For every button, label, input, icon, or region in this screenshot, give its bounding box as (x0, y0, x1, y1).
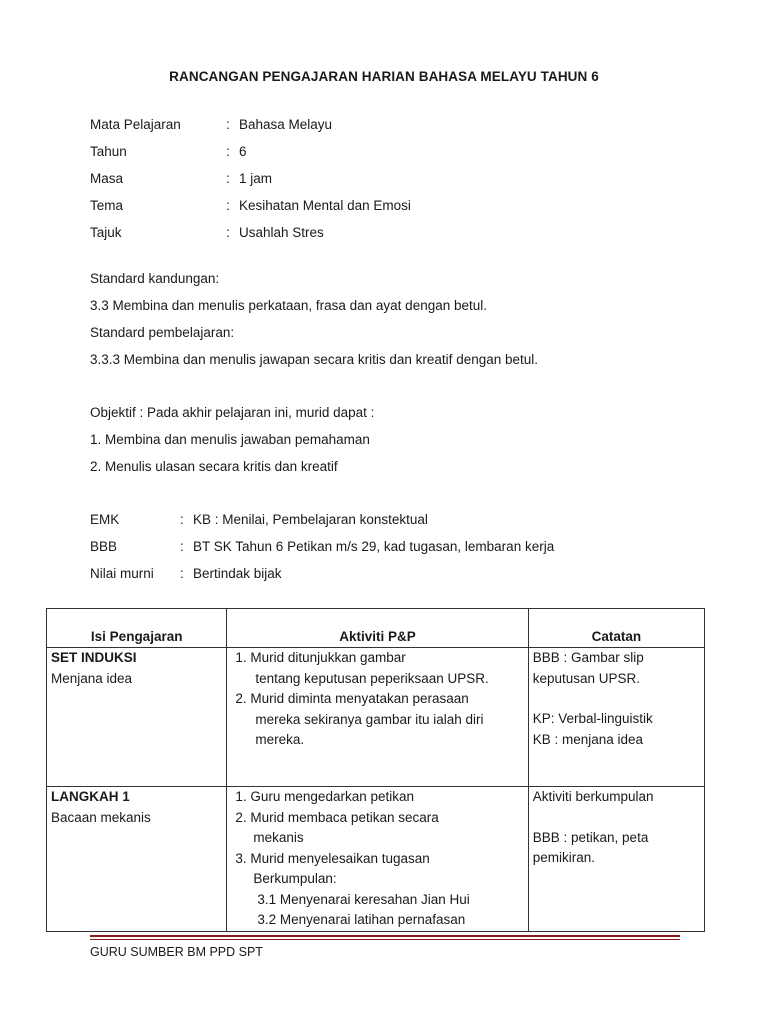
extra-value: KB : Menilai, Pembelajaran konstektual (193, 512, 428, 527)
catatan-gap (533, 808, 700, 828)
catatan-line: Aktiviti berkumpulan (532, 789, 654, 804)
info-label: Masa (90, 171, 124, 186)
info-value: Kesihatan Mental dan Emosi (239, 198, 411, 213)
info-colon: : (226, 171, 230, 186)
catatan-line: pemikiran. (532, 850, 596, 865)
info-colon: : (226, 117, 230, 132)
extra-colon: : (180, 512, 184, 527)
aktiviti-cell (227, 787, 528, 932)
aktiviti-cell (227, 648, 528, 787)
extra-value: BT SK Tahun 6 Petikan m/s 29, kad tugasan, lembaran kerja (193, 539, 555, 554)
info-label: Mata Pelajaran (90, 117, 181, 132)
catatan-cell (528, 648, 704, 787)
header-aktiviti: Aktiviti P&P (227, 609, 528, 648)
info-colon: : (226, 225, 230, 240)
aktiviti-line: 1. Murid ditunjukkan gambar (235, 650, 406, 665)
standard-pembelajaran-label: Standard pembelajaran: (90, 325, 235, 340)
footer-text: GURU SUMBER BM PPD SPT (90, 945, 263, 959)
aktiviti-line: 2. Murid diminta menyatakan perasaan (235, 691, 469, 706)
catatan-line: keputusan UPSR. (532, 670, 641, 686)
standard-pembelajaran-text: 3.3.3 Membina dan menulis jawapan secara kritis dan kreatif dengan betul. (90, 352, 539, 367)
extra-label: Nilai murni (90, 566, 154, 581)
extra-label: BBB (90, 539, 118, 554)
standard-kandungan-label: Standard kandungan: (90, 271, 220, 286)
aktiviti-line: 3. Murid menyelesaikan tugasan (235, 850, 430, 866)
info-colon: : (226, 144, 230, 159)
document-title: RANCANGAN PENGAJARAN HARIAN BAHASA MELAYU TAHUN 6 (169, 69, 599, 84)
aktiviti-line: tentang keputusan peperiksaan UPSR. (255, 670, 489, 686)
aktiviti-line: Berkumpulan: (253, 871, 337, 886)
extra-value: Bertindak bijak (193, 566, 282, 581)
catatan-gap (533, 689, 700, 709)
catatan-line: KP: Verbal-linguistik (532, 711, 653, 726)
aktiviti-line: 1. Guru mengedarkan petikan (235, 789, 415, 804)
lesson-plan-table (46, 608, 705, 932)
info-label: Tema (90, 198, 124, 213)
header-isi-pengajaran: Isi Pengajaran (47, 609, 227, 648)
table-header-row (47, 609, 705, 648)
catatan-cell (528, 787, 704, 932)
extra-label: EMK (90, 512, 120, 527)
objektif-intro: Objektif : Pada akhir pelajaran ini, murid dapat : (90, 405, 375, 420)
info-colon: : (226, 198, 230, 213)
info-label: Tajuk (90, 225, 122, 240)
table-row (47, 787, 705, 932)
extra-colon: : (180, 539, 184, 554)
objektif-item: 2. Menulis ulasan secara kritis dan kreatif (90, 459, 338, 474)
table-row (47, 648, 705, 787)
standard-kandungan-text: 3.3 Membina dan menulis perkataan, frasa dan ayat dengan betul. (90, 298, 488, 313)
aktiviti-line: mekanis (253, 830, 304, 845)
header-catatan: Catatan (528, 609, 704, 648)
aktiviti-line: 2. Murid membaca petikan secara (235, 809, 439, 825)
info-value: 1 jam (239, 171, 273, 186)
aktiviti-line: mereka. (255, 732, 305, 747)
objektif-item: 1. Membina dan menulis jawaban pemahaman (90, 432, 370, 447)
catatan-line: BBB : Gambar slip (532, 650, 644, 665)
info-value: Usahlah Stres (239, 225, 324, 240)
footer-divider-thin (90, 939, 680, 940)
info-value: 6 (239, 144, 247, 159)
aktiviti-line: mereka sekiranya gambar itu ialah diri (255, 711, 484, 727)
catatan-line: BBB : petikan, peta (532, 829, 649, 845)
catatan-line: KB : menjana idea (532, 731, 644, 747)
isi-title: SET INDUKSI (51, 650, 137, 665)
extra-colon: : (180, 566, 184, 581)
info-value: Bahasa Melayu (239, 117, 333, 132)
isi-subtitle: Bacaan mekanis (51, 809, 151, 825)
aktiviti-line: 3.1 Menyenarai keresahan Jian Hui (257, 891, 470, 907)
isi-cell (47, 648, 227, 787)
isi-title: LANGKAH 1 (51, 789, 130, 804)
footer-divider (90, 935, 680, 937)
info-label: Tahun (90, 144, 127, 159)
isi-subtitle: Menjana idea (51, 670, 133, 686)
aktiviti-line: 3.2 Menyenarai latihan pernafasan (257, 912, 466, 927)
isi-cell (47, 787, 227, 932)
